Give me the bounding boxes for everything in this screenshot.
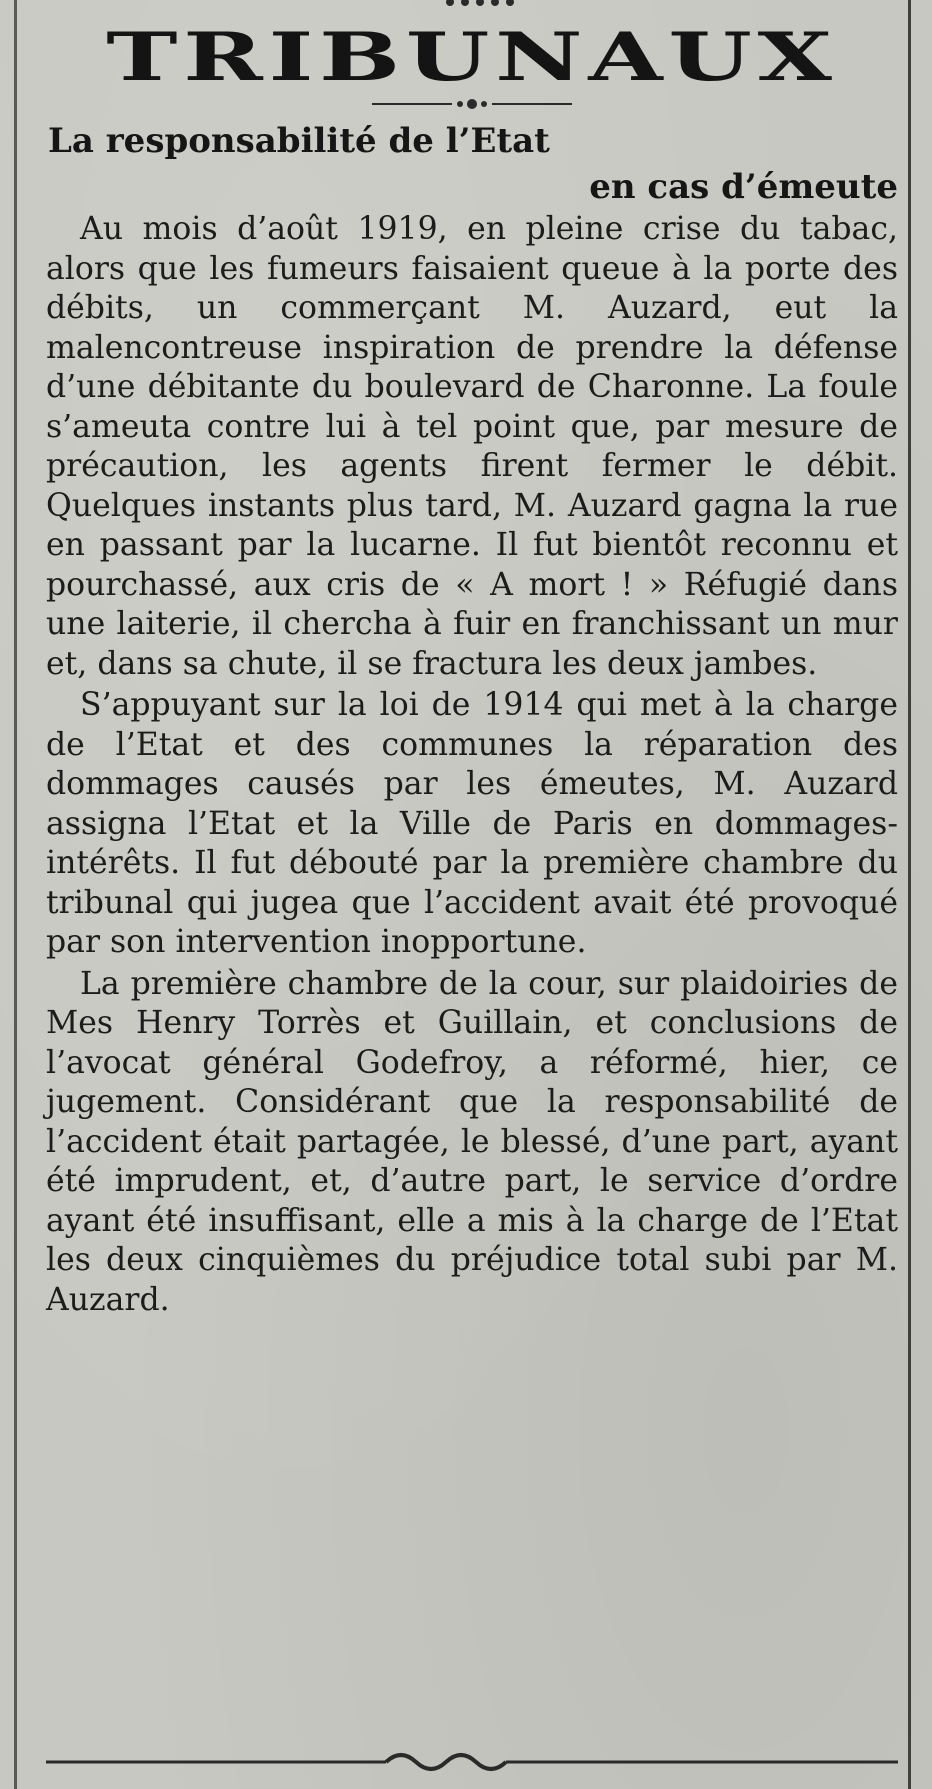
article-headline-line1: La responsabilité de l’Etat xyxy=(48,121,550,161)
article-paragraph-1: Au mois d’août 1919, en pleine crise du tabac, alors que les fumeurs faisaient queue à la porte des débits, un commerçant M. Auzard, eut la malencontreuse inspiration de prendre la défense d’une débitante du boulevard de Charonne. La foule s’ameuta contre lui à tel point que, par mesure de précaution, les agents firent fermer le débit. Quelques instants plus tard, M. Auzard gagna la rue en passant par la lucarne. Il fut bientôt reconnu et pourchassé, aux cris de « A mort ! » Réfugié dans une laiterie, il chercha à fuir en franchissant un mur et, dans sa chute, il se fractura les deux jambes. xyxy=(46,211,898,682)
title-divider-icon xyxy=(372,96,572,112)
article-headline-line2: en cas d’émeute xyxy=(589,167,898,207)
column-rule-left xyxy=(14,0,17,1789)
article-paragraph-2: S’appuyant sur la loi de 1914 qui met à la charge de l’Etat et des communes la réparation des dommages causés par les émeutes, M. Auzard assigna l’Etat et la Ville de Paris en dommages-intérêts. Il fut débouté par la première chambre du tribunal qui jugea que l’accident avait été provoqué par son intervention inopportune. xyxy=(46,687,898,960)
bottom-rule-ornament-icon xyxy=(46,1742,898,1772)
section-title: TRIBUNAUX xyxy=(106,18,838,96)
article-paragraph-3: La première chambre de la cour, sur plaidoiries de Mes Henry Torrès et Guillain, et conclusions de l’avocat général Godefroy, a réformé, hier, ce jugement. Considérant que la responsabilité de l’accident était partagée, le blessé, d’une part, ayant été imprudent, et, d’autre part, le service d’ordre ayant été insuffisant, elle a mis à la charge de l’Etat les deux cinquièmes du préjudice total subi par M. Auzard. xyxy=(46,965,898,1318)
column-rule-right xyxy=(908,0,911,1789)
article-headline xyxy=(46,118,898,210)
